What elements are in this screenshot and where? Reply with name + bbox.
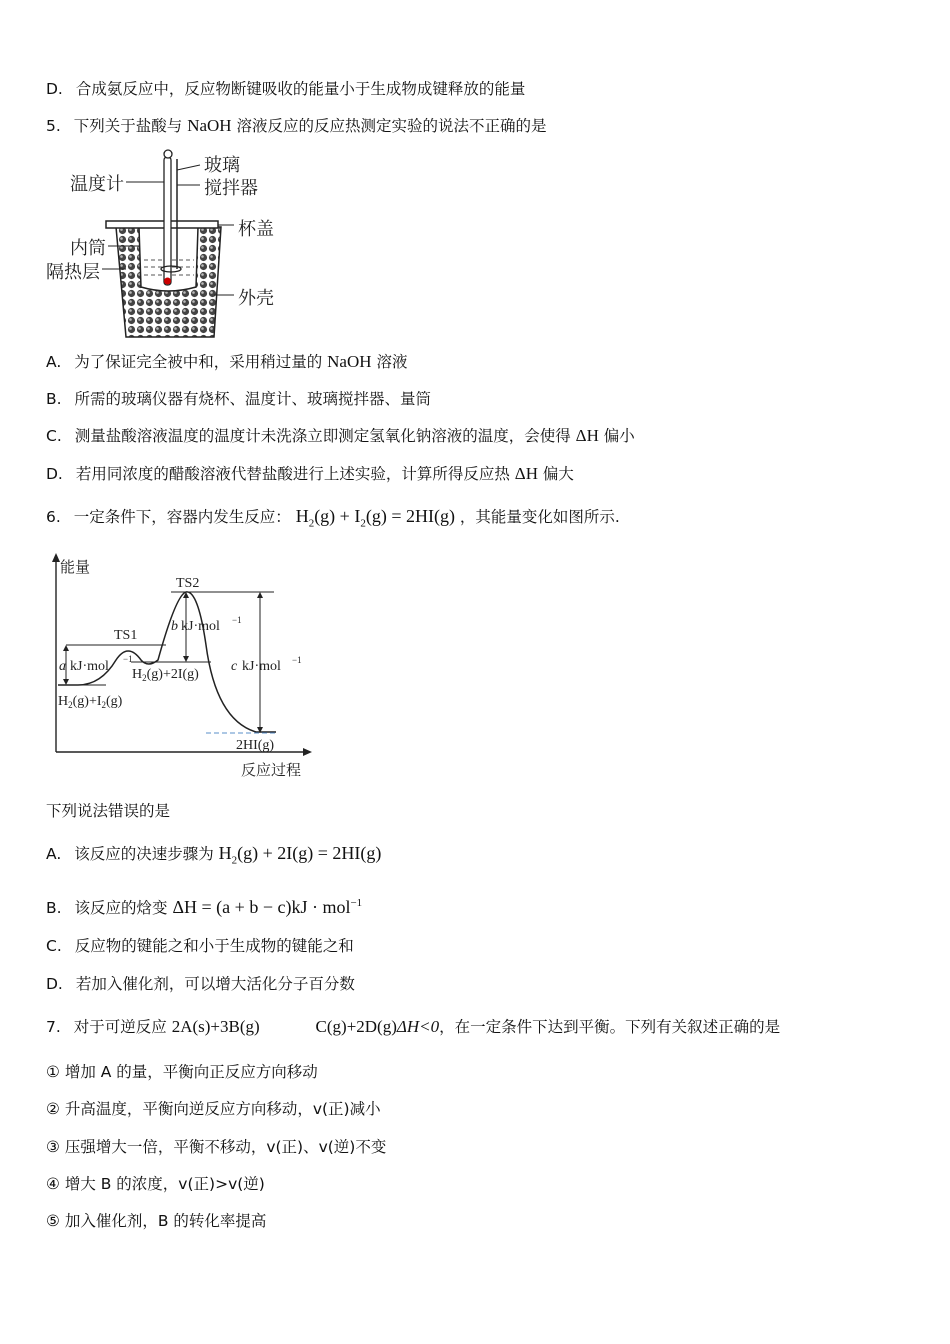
q5-option-d: [46, 463, 574, 485]
energy-profile-svg: [46, 550, 316, 785]
a-var-label: a: [59, 659, 66, 674]
c-unit-sup: −1: [292, 655, 302, 665]
q7-stem: [46, 1016, 780, 1038]
q5-stem: [46, 115, 547, 137]
q4-option-d: [46, 78, 525, 100]
option-prefix: C.: [46, 427, 62, 445]
product-label: 2HI(g): [236, 738, 275, 753]
q6-stem: [46, 505, 620, 535]
b-unit-sup: −1: [232, 615, 242, 625]
stem-text: 一定条件下，容器内发生反应：: [73, 508, 291, 526]
insulation-label: 隔热层: [46, 262, 100, 283]
option-text: 若加入催化剂，可以增大活化分子百分数: [75, 975, 355, 993]
q5-option-c: [46, 425, 635, 447]
stem-text: ，在一定条件下达到平衡。下列有关叙述正确的是: [439, 1018, 781, 1036]
equation-right: C(g)+2D(g): [315, 1017, 397, 1036]
naoh-text: NaOH: [327, 352, 372, 371]
lid-label: 杯盖: [238, 219, 274, 240]
option-text: 偏小: [603, 427, 635, 445]
thermometer-label: 温度计: [70, 174, 124, 195]
option-prefix: A.: [46, 845, 62, 863]
option-text: 偏大: [542, 465, 574, 483]
ts2-label: TS2: [176, 576, 200, 591]
option-prefix: D.: [46, 80, 63, 98]
a-unit-label: kJ·mol: [70, 659, 109, 674]
question-number: 5.: [46, 117, 61, 135]
option-prefix: C.: [46, 937, 62, 955]
intermediate-label: $H_2(g)+2I(g)$: [132, 667, 199, 683]
naoh-text: NaOH: [187, 116, 232, 135]
stem-text: 溶液反应的反应热测定实验的说法不正确的是: [236, 117, 547, 135]
inner-label: 内筒: [70, 238, 106, 259]
q6-question: 下列说法错误的是: [46, 802, 171, 820]
stem-text: ，其能量变化如图所示.: [459, 508, 620, 526]
question-number: 7.: [46, 1018, 61, 1036]
option-equation: $H_2(g) + 2I(g) = 2HI(g)$: [218, 843, 382, 867]
delta-h: ΔH<0: [396, 1017, 440, 1036]
option-text: 该反应的决速步骤为: [74, 845, 214, 863]
stem-text: 对于可逆反应: [73, 1018, 167, 1036]
option-prefix: D.: [46, 465, 63, 483]
delta-h: ΔH: [514, 464, 538, 483]
option-text: 合成氨反应中，反应物断键吸收的能量小于生成物成键释放的能量: [75, 80, 526, 98]
option-text: 为了保证完全被中和，采用稍过量的: [74, 353, 323, 371]
q7-statement: ① 增加 A 的量，平衡向正反应方向移动: [46, 1063, 318, 1081]
ts1-label: TS1: [114, 628, 138, 643]
option-prefix: D.: [46, 975, 63, 993]
option-text: 所需的玻璃仪器有烧杯、温度计、玻璃搅拌器、量筒: [74, 390, 432, 408]
q6-option-a: [46, 842, 381, 872]
option-prefix: B.: [46, 390, 62, 408]
c-unit-label: kJ·mol: [242, 659, 281, 674]
stem-text: 下列关于盐酸与: [73, 117, 183, 135]
q7-statement: ④ 增大 B 的浓度，v(正)>v(逆): [46, 1175, 265, 1193]
option-prefix: B.: [46, 899, 62, 917]
option-text: 该反应的焓变: [74, 899, 168, 917]
q7-statement: ② 升高温度，平衡向逆反应方向移动，v(正)减小: [46, 1100, 381, 1118]
glass-label: 玻璃: [204, 155, 240, 176]
q6-option-c: [46, 935, 354, 957]
x-axis-label: 反应过程: [241, 761, 302, 779]
calorimeter-figure: [46, 145, 286, 340]
option-prefix: A.: [46, 353, 62, 371]
a-unit-sup: −1: [123, 654, 133, 664]
b-unit-label: kJ·mol: [181, 619, 220, 634]
energy-diagram: [46, 550, 316, 785]
q5-option-b: [46, 388, 431, 410]
stirrer-label: 搅拌器: [204, 178, 258, 199]
q7-statement: ⑤ 加入催化剂，B 的转化率提高: [46, 1212, 267, 1230]
reaction-equation: $H_2(g) + I_2(g) = 2HI(g)$: [295, 506, 455, 530]
y-axis-label: 能量: [60, 558, 91, 576]
delta-h: ΔH: [575, 426, 599, 445]
option-text: 反应物的键能之和小于生成物的键能之和: [74, 937, 354, 955]
b-var-label: b: [171, 619, 178, 634]
q6-option-b: [46, 892, 362, 919]
q6-option-d: [46, 973, 355, 995]
outer-label: 外壳: [238, 288, 274, 309]
reactants-label: $H_2(g)+I_2(g)$: [58, 694, 123, 710]
option-text: 若用同浓度的醋酸溶液代替盐酸进行上述实验，计算所得反应热: [75, 465, 510, 483]
question-number: 6.: [46, 508, 61, 526]
c-var-label: c: [231, 659, 238, 674]
option-text: 测量盐酸溶液温度的温度计未洗涤立即测定氢氧化钠溶液的温度，会使得: [74, 427, 571, 445]
q5-option-a: [46, 351, 408, 373]
equation-left: 2A(s)+3B(g): [171, 1017, 260, 1036]
option-text: 溶液: [376, 353, 408, 371]
q7-statement: ③ 压强增大一倍，平衡不移动，v(正)、v(逆)不变: [46, 1138, 387, 1156]
option-equation: ΔH = (a + b − c)kJ · mol$^{-1}$: [172, 897, 363, 917]
